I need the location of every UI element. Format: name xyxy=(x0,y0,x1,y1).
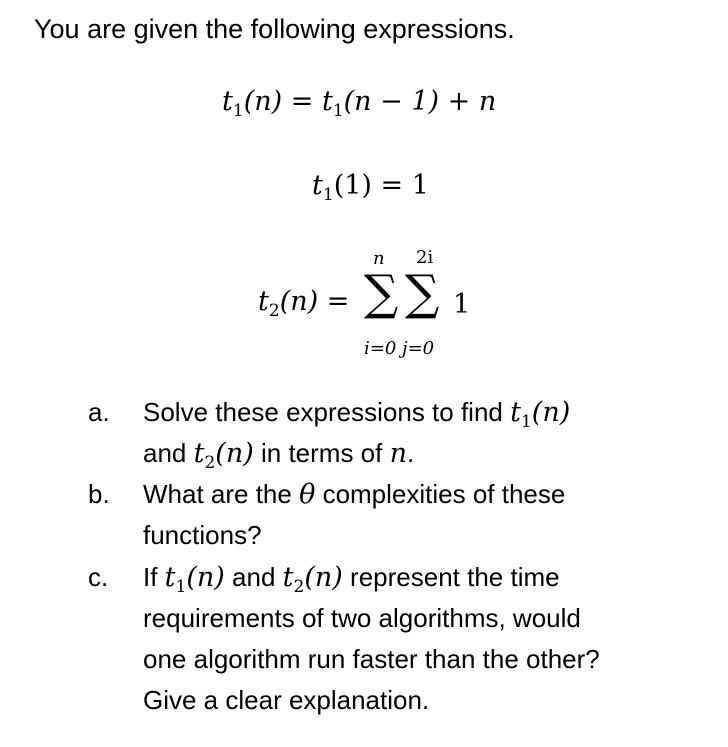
qc-l1-sub: 1 xyxy=(175,577,187,597)
qa-l2-var: n xyxy=(389,438,407,469)
qc-l1-post: represent the time xyxy=(342,562,560,592)
question-c-letter: c. xyxy=(88,562,109,592)
qa-l1-t: t xyxy=(510,397,521,428)
equation-t1-base-case xyxy=(312,170,429,205)
question-a-text xyxy=(143,392,713,474)
qb-l1-pre: What are the xyxy=(143,479,300,509)
eq2-sub: 1 xyxy=(322,185,334,205)
eq1-rhs-sub: 1 xyxy=(332,101,344,121)
sum1-lower-limit: i=0 xyxy=(364,338,397,359)
eq3-lhs xyxy=(258,286,350,321)
eq2-arg: (1) = 1 xyxy=(333,170,429,201)
intro-text: You are given the following expressions. xyxy=(34,14,515,44)
eq1-t: t xyxy=(222,86,233,117)
sum2-upper-limit: 2i xyxy=(416,247,434,268)
qc-l1-mid: and xyxy=(224,562,283,592)
sum2-lower-limit: j=0 xyxy=(402,338,435,359)
qa-l2-pre: and xyxy=(143,438,194,468)
qb-theta: θ xyxy=(299,479,316,510)
question-b-letter: b. xyxy=(88,479,110,509)
equation-t1-recurrence xyxy=(222,86,497,121)
eq1-rhs-arg: (n − 1) + n xyxy=(343,86,497,117)
qa-l1-pre: Solve these expressions to find xyxy=(143,397,511,427)
eq2-t: t xyxy=(312,170,323,201)
qb-l1-post: complexities of these xyxy=(315,479,566,509)
qc-l1-arg2: (n) xyxy=(304,562,343,593)
qc-l1-pre: If xyxy=(143,562,165,592)
qa-l2-end: . xyxy=(406,438,415,468)
question-c-line-1 xyxy=(143,557,713,598)
qc-l1-sub2: 2 xyxy=(293,577,305,597)
question-c-line-2: requirements of two algorithms, would xyxy=(143,603,581,633)
qc-l1-t: t xyxy=(164,562,176,593)
qc-l1-t2: t xyxy=(282,562,294,593)
eq3-summand: 1 xyxy=(453,289,471,320)
question-c-text xyxy=(143,557,713,721)
sum2-sigma-symbol: ∑ xyxy=(405,265,440,321)
sum1-upper-limit: n xyxy=(373,248,385,269)
qa-l2-post: in terms of xyxy=(253,438,390,468)
eq3-sub: 2 xyxy=(268,301,280,321)
qa-l1-arg: (n) xyxy=(531,397,571,428)
question-b-text xyxy=(143,474,713,556)
question-a-line-1 xyxy=(143,392,713,433)
eq1-equals: = xyxy=(282,86,322,117)
qa-l2-t: t xyxy=(193,438,205,469)
eq3-t: t xyxy=(258,286,269,317)
question-c-line-4: Give a clear explanation. xyxy=(143,685,430,715)
qa-l2-sub: 2 xyxy=(204,453,216,473)
question-a-line-2 xyxy=(143,433,713,474)
eq3-lhs-arg: (n) = xyxy=(279,286,350,317)
question-c-line-3: one algorithm run faster than the other? xyxy=(143,644,600,674)
eq1-sub: 1 xyxy=(232,101,244,121)
question-b-line-1 xyxy=(143,474,713,515)
question-a-letter: a. xyxy=(88,397,110,427)
qc-l1-arg: (n) xyxy=(186,562,225,593)
qa-l2-arg: (n) xyxy=(215,438,254,469)
question-b-line-2: functions? xyxy=(143,520,262,550)
eq1-lhs-arg: (n) xyxy=(243,86,283,117)
sum1-sigma-symbol: ∑ xyxy=(364,265,399,321)
eq1-rhs-t: t xyxy=(321,86,333,117)
qa-l1-sub: 1 xyxy=(520,412,532,432)
